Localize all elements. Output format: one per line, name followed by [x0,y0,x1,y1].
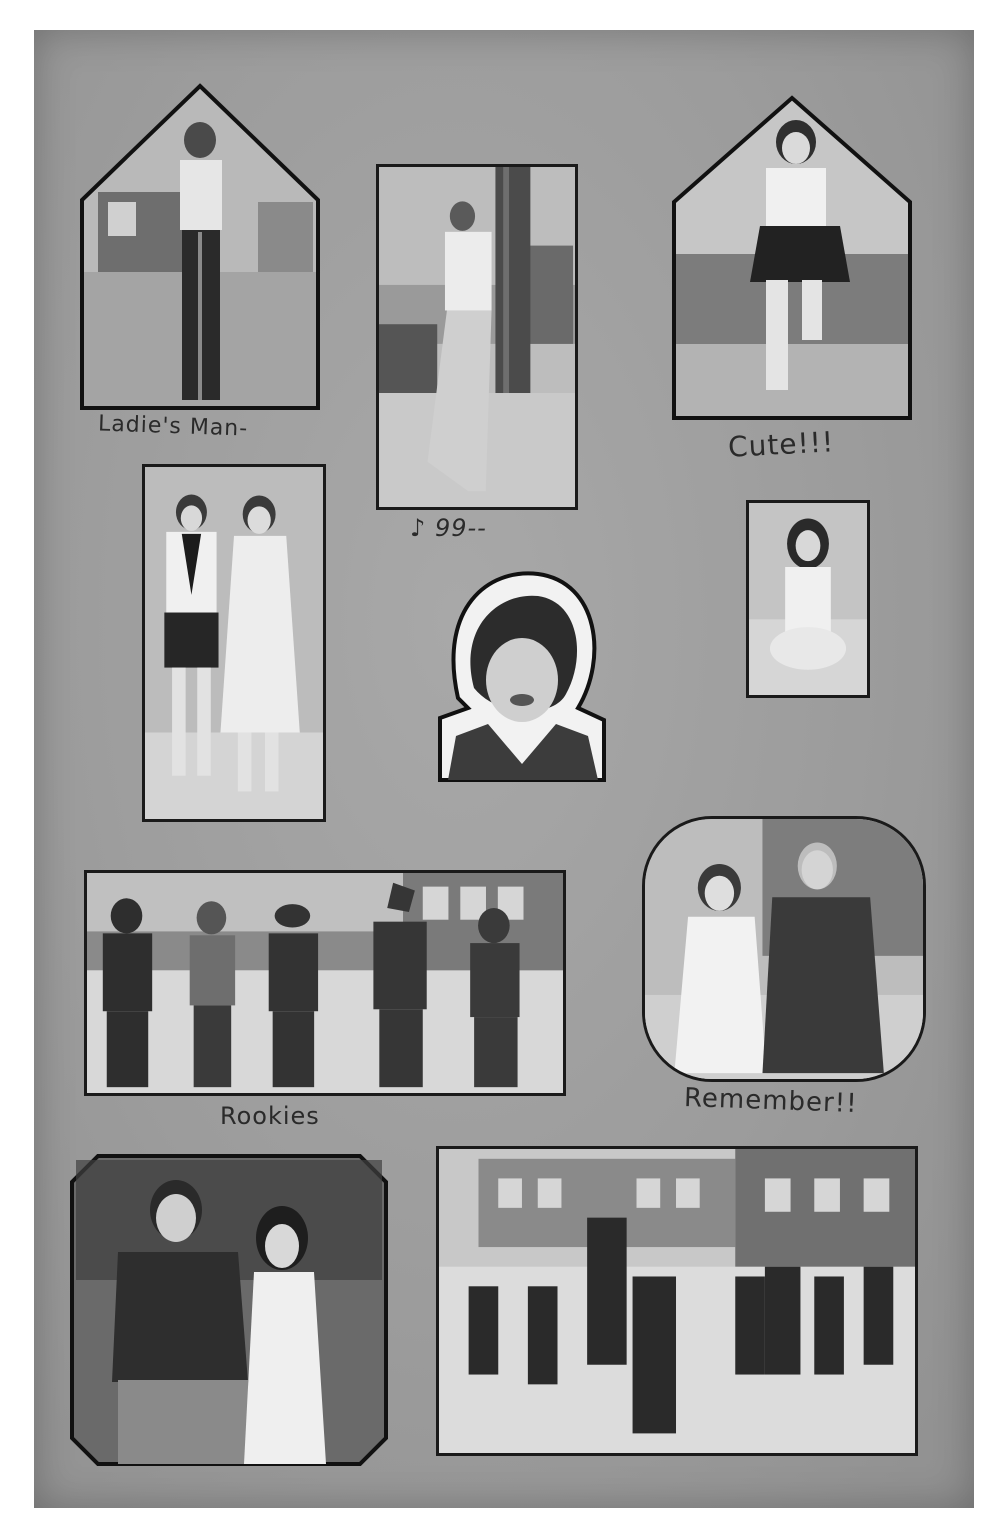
remember-caption: Remember!! [683,1082,859,1120]
cute-caption: Cute!!! [727,425,835,464]
seated-girl-photo [746,500,870,698]
rookies-photo [84,870,566,1096]
ladies-man-caption: Ladie's Man- [97,411,249,442]
scrapbook-page [34,30,974,1508]
drill-photo [436,1146,918,1456]
portrait-photo [438,568,606,782]
remember-photo [642,816,926,1082]
two-girls-photo [142,464,326,822]
couple-photo [68,1152,390,1468]
leaning-pole-photo [376,164,578,510]
ladies-man-photo [78,82,322,412]
cute-photo [670,94,914,422]
rookies-caption: Rookies [220,1102,320,1130]
music-caption: ♪ 99-- [410,514,487,542]
